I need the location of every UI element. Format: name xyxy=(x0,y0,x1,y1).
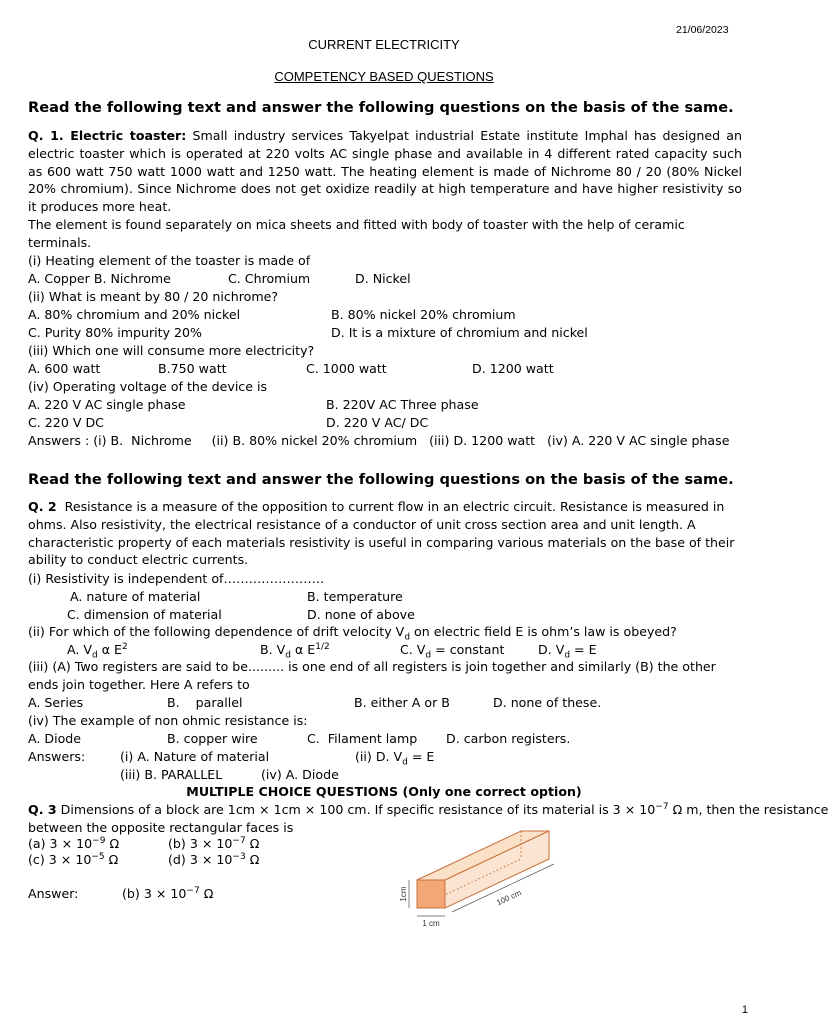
section3-heading: MULTIPLE CHOICE QUESTIONS (Only one correct option) xyxy=(186,784,582,799)
q2-i-option-c: C. dimension of material xyxy=(67,607,222,622)
q2-ii-option-d-tail: = E xyxy=(570,642,597,657)
q1-i-option-c: C. Chromium xyxy=(228,271,311,286)
document-date: 21/06/2023 xyxy=(676,24,729,36)
q3-question-tail: Ω m, then the resistance xyxy=(668,802,828,817)
q2-answer-ii-sub: d xyxy=(402,757,408,768)
document-title: CURRENT ELECTRICITY xyxy=(308,37,460,52)
q2-iv-option-a: A. Diode xyxy=(28,731,82,746)
q1-ii-option-a: A. 80% chromium and 20% nickel xyxy=(28,307,241,322)
height-dimension-label: 1cm xyxy=(399,886,408,902)
q3-option-b-sup: −7 xyxy=(232,835,246,846)
length-dimension-label: 100 cm xyxy=(495,888,523,908)
q3-answer-tail: Ω xyxy=(199,886,214,901)
section2-passage xyxy=(28,498,742,569)
q2-answer-iii: (iii) B. PARALLEL xyxy=(120,767,223,782)
q2-ii-option-d xyxy=(538,641,597,659)
q1-iii-option-b: B.750 watt xyxy=(158,361,227,376)
q3-option-a-tail: Ω xyxy=(105,836,120,851)
q1-answers: Answers : (i) B. Nichrome (ii) B. 80% nickel 20% chromium (iii) D. 1200 watt (iv) A. 220 V AC single phase xyxy=(28,433,730,448)
q2-ii-option-a xyxy=(67,641,128,659)
q2-answer-iv: (iv) A. Diode xyxy=(261,767,339,782)
q1-iv-option-d: D. 220 V AC/ DC xyxy=(326,415,429,430)
q1-iv-option-c: C. 220 V DC xyxy=(28,415,104,430)
q2-i-option-b: B. temperature xyxy=(307,589,403,604)
q1-iii-option-a: A. 600 watt xyxy=(28,361,101,376)
q2-iii-option-d: D. none of these. xyxy=(493,695,602,710)
q2-iii-question: (iii) (A) Two registers are said to be......... is one end of all registers is join together and similarly (B) the other ends join together. Here A refers to xyxy=(28,659,716,692)
q1-i-question: (i) Heating element of the toaster is made of xyxy=(28,253,311,268)
q3-question-line1 xyxy=(28,801,828,819)
q2-ii-option-a-text: A. V xyxy=(67,642,93,657)
q1-iv-question: (iv) Operating voltage of the device is xyxy=(28,379,268,394)
q3-option-c-text: (c) 3 × 10 xyxy=(28,852,92,867)
q1-iv-option-a: A. 220 V AC single phase xyxy=(28,397,186,412)
q1-iii-option-c: C. 1000 watt xyxy=(306,361,387,376)
q2-ii-option-a-tail: α E xyxy=(97,642,122,657)
q3-label: Q. 3 xyxy=(28,802,57,817)
q2-ii-subscript: d xyxy=(404,632,411,643)
q1-iii-option-d: D. 1200 watt xyxy=(472,361,554,376)
q2-i-option-a: A. nature of material xyxy=(70,589,201,604)
q1-ii-option-c: C. Purity 80% impurity 20% xyxy=(28,325,203,340)
q3-option-a-sup: −9 xyxy=(92,835,106,846)
q1-i-option-d: D. Nickel xyxy=(355,271,411,286)
q3-question-sup: −7 xyxy=(655,801,669,812)
q2-iv-option-d: D. carbon registers. xyxy=(446,731,571,746)
q1-ii-option-d: D. It is a mixture of chromium and nickel xyxy=(331,325,588,340)
q3-option-d-sup: −3 xyxy=(232,851,246,862)
page-number: 1 xyxy=(741,1004,748,1016)
q3-option-c-sup: −5 xyxy=(91,851,105,862)
q1-label: Q. 1. Electric toaster: xyxy=(28,128,187,143)
q2-iv-option-b: B. copper wire xyxy=(167,731,258,746)
q2-ii-option-a-sub: d xyxy=(92,650,98,661)
q3-option-d-tail: Ω xyxy=(245,852,260,867)
q1-iv-option-b: B. 220V AC Three phase xyxy=(326,397,479,412)
q2-i-option-d: D. none of above xyxy=(307,607,415,622)
q1-ii-question: (ii) What is meant by 80 / 20 nichrome? xyxy=(28,289,279,304)
q3-option-a-text: (a) 3 × 10 xyxy=(28,836,93,851)
q2-iv-option-c: C. Filament lamp xyxy=(307,731,418,746)
q1-passage-paragraph xyxy=(28,127,742,216)
q3-question-text: Dimensions of a block are 1cm × 1cm × 100 cm. If specific resistance of its material is 3 × 10 xyxy=(60,802,656,817)
q1-iii-question: (iii) Which one will consume more electricity? xyxy=(28,343,315,358)
q2-ii-option-b-sup: 1/2 xyxy=(315,641,330,652)
width-dimension-label: 1 cm xyxy=(422,919,440,928)
q3-option-d xyxy=(168,851,259,869)
q2-ii-option-c-tail: = constant xyxy=(431,642,505,657)
q3-answer-text: (b) 3 × 10 xyxy=(122,886,187,901)
q2-ii-option-b xyxy=(260,641,330,659)
q2-ii-option-a-sup: 2 xyxy=(122,641,128,652)
q2-passage-text: Resistance is a measure of the opposition to current flow in an electric circuit. Resistance is measured in ohms. Also resistivity, the electrical resistance of a conductor of unit cross section area and unit length. A characteristic property of each materials resistivity is useful in comparing various materials on the base of their ability to conduct electric currents. xyxy=(28,499,735,568)
q3-question-line2: between the opposite rectangular faces is xyxy=(28,820,294,835)
section1-heading: Read the following text and answer the following questions on the basis of the same. xyxy=(28,99,734,116)
q2-ii-option-d-sub: d xyxy=(564,650,571,661)
q2-iv-question: (iv) The example of non ohmic resistance is: xyxy=(28,713,308,728)
block-figure xyxy=(392,826,562,930)
q2-iii-option-a: A. Series xyxy=(28,695,84,710)
q2-i-question: (i) Resistivity is independent of…………………… xyxy=(28,571,325,586)
q3-answer xyxy=(122,885,213,903)
section1-passage xyxy=(28,127,742,252)
q3-option-c xyxy=(28,851,118,869)
q2-ii-option-c-text: C. V xyxy=(400,642,426,657)
q3-answer-sup: −7 xyxy=(186,885,200,896)
q2-ii-question xyxy=(28,623,677,641)
q2-answer-ii xyxy=(355,748,434,766)
q2-answer-ii-tail: = E xyxy=(407,749,435,764)
q2-answer-i: (i) A. Nature of material xyxy=(120,749,270,764)
q2-ii-option-c-sub: d xyxy=(425,650,432,661)
q2-ii-option-c xyxy=(400,641,504,659)
section2-heading: Read the following text and answer the following questions on the basis of the same. xyxy=(28,471,734,488)
q2-ii-text: (ii) For which of the following dependence of drift velocity V xyxy=(28,624,405,639)
block-front-face xyxy=(417,880,445,908)
q3-option-c-tail: Ω xyxy=(104,852,119,867)
q2-iii-option-c: B. either A or B xyxy=(354,695,450,710)
q3-option-b-tail: Ω xyxy=(245,836,260,851)
q2-ii-option-b-text: B. V xyxy=(260,642,286,657)
q1-i-option-a-b: A. Copper B. Nichrome xyxy=(28,271,171,286)
q1-ii-option-b: B. 80% nickel 20% chromium xyxy=(331,307,516,322)
q1-passage-text: Small industry services Takyelpat industrial Estate institute Imphal has designed an electric toaster which is operated at 220 volts AC single phase and available in 4 different rated capacity such as 600 watt 750 watt 1000 watt and 1250 watt. The heating element is made of Nichrome 80 / 20 (80% Nickel 20% chromium). Since Nichrome does not get oxidize readily at high temperature and have higher resistivity so it produces more heat. xyxy=(28,128,742,215)
q2-answer-ii-text: (ii) D. V xyxy=(355,749,403,764)
q3-option-d-text: (d) 3 × 10 xyxy=(168,852,233,867)
q2-iii-option-b: B. parallel xyxy=(167,695,243,710)
q1-passage-paragraph-2: The element is found separately on mica sheets and fitted with body of toaster with the help of ceramic terminals. xyxy=(28,216,685,250)
q3-answer-label: Answer: xyxy=(28,886,79,901)
q2-answers-label: Answers: xyxy=(28,749,86,764)
q2-passage-paragraph xyxy=(28,498,742,569)
q2-ii-option-b-sub: d xyxy=(285,650,291,661)
q2-label: Q. 2 xyxy=(28,499,57,514)
q2-ii-option-d-text: D. V xyxy=(538,642,565,657)
document-subtitle: COMPETENCY BASED QUESTIONS xyxy=(274,69,494,84)
q3-option-b-text: (b) 3 × 10 xyxy=(168,836,233,851)
q2-ii-option-b-tail: α E xyxy=(290,642,316,657)
q2-ii-text-tail: on electric field E is ohm’s law is obeyed? xyxy=(410,624,677,639)
